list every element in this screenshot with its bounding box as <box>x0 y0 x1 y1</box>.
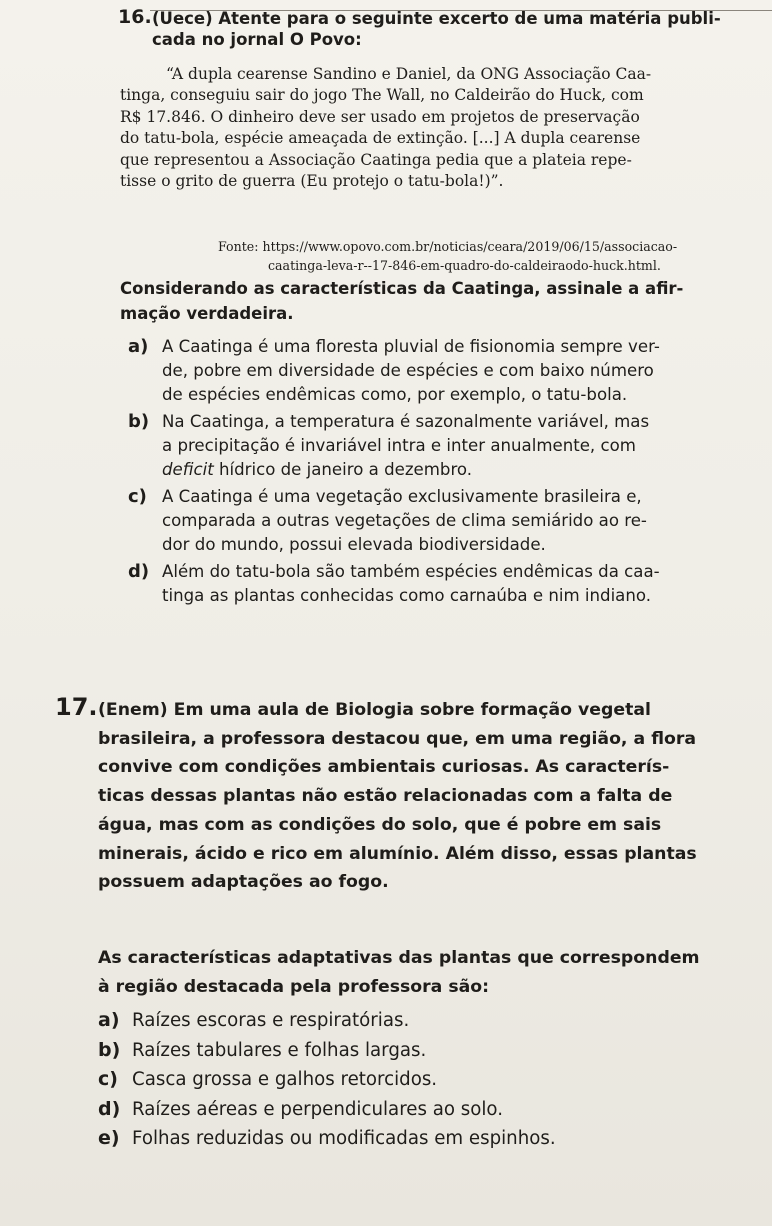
news-excerpt <box>120 64 730 192</box>
option-d <box>120 560 720 608</box>
excerpt-line: “A dupla cearense Sandino e Daniel, da ONG Associação Caa- <box>166 65 652 83</box>
option-line: de espécies endêmicas como, por exemplo, o tatu-bola. <box>162 385 628 404</box>
option-b <box>98 1036 758 1066</box>
excerpt-source <box>120 237 760 275</box>
option-line: dor do mundo, possui elevada biodiversidade. <box>162 535 546 554</box>
option-line: Na Caatinga, a temperatura é sazonalmente variável, mas <box>162 412 650 431</box>
option-letter: b) <box>128 411 150 432</box>
question-17-number: 17. <box>55 693 98 721</box>
statement-line: possuem adaptações ao fogo. <box>98 872 389 893</box>
option-letter: d) <box>128 561 150 582</box>
question-17-options <box>98 1006 758 1154</box>
statement-line: convive com condições ambientais curiosas. As caracterís- <box>98 757 670 778</box>
excerpt-line: R$ 17.846. O dinheiro deve ser usado em projetos de preservação <box>120 107 640 126</box>
question-16-header <box>152 8 752 50</box>
excerpt-line: tisse o grito de guerra (Eu protejo o tatu-bola!)”. <box>120 172 504 191</box>
question-16-header-line: (Uece) Atente para o seguinte excerto de uma matéria publi- <box>152 9 721 28</box>
option-letter: c) <box>98 1068 118 1090</box>
prompt-line: Considerando as características da Caatinga, assinale a afir- <box>120 279 684 298</box>
excerpt-line: do tatu-bola, espécie ameaçada de extinção. [...] A dupla cearense <box>120 129 641 148</box>
option-letter: c) <box>128 486 147 507</box>
option-c <box>98 1065 758 1095</box>
question-17-statement <box>98 696 758 897</box>
option-a <box>120 335 720 407</box>
prompt-line: As características adaptativas das plantas que correspondem <box>98 948 700 968</box>
source-line: caatinga-leva-r--17-846-em-quadro-do-caldeiraodo-huck.html. <box>268 258 661 273</box>
option-letter: d) <box>98 1097 121 1120</box>
option-line-rest: hídrico de janeiro a dezembro. <box>213 460 473 479</box>
prompt-line: à região destacada pela professora são: <box>98 977 490 997</box>
statement-line: ticas dessas plantas não estão relacionadas com a falta de <box>98 786 673 807</box>
option-letter: a) <box>98 1009 120 1031</box>
option-letter: a) <box>128 336 149 357</box>
option-line <box>162 458 720 482</box>
option-b <box>120 410 720 482</box>
option-line: tinga as plantas conhecidas como carnaúba e nim indiano. <box>162 586 652 605</box>
option-text: Raízes tabulares e folhas largas. <box>132 1039 427 1061</box>
option-c <box>120 485 720 557</box>
statement-line: brasileira, a professora destacou que, em uma região, a flora <box>98 728 697 749</box>
excerpt-line: tinga, conseguiu sair do jogo The Wall, no Caldeirão do Huck, com <box>120 86 644 105</box>
prompt-line: mação verdadeira. <box>120 304 294 323</box>
question-16-options <box>120 335 720 611</box>
option-a <box>98 1006 758 1036</box>
option-text: Raízes aéreas e perpendiculares ao solo. <box>132 1098 504 1120</box>
italic-term: deficit <box>162 460 214 479</box>
option-text: Folhas reduzidas ou modificadas em espinhos. <box>132 1128 556 1149</box>
source-line: Fonte: https://www.opovo.com.br/noticias/ceara/2019/06/15/associacao- <box>218 239 678 254</box>
option-letter: b) <box>98 1038 121 1061</box>
question-16-prompt <box>120 276 720 326</box>
excerpt-line: que representou a Associação Caatinga pedia que a plateia repe- <box>120 150 632 169</box>
question-16-number: 16. <box>118 6 152 28</box>
option-text: Casca grossa e galhos retorcidos. <box>132 1069 438 1090</box>
option-letter: e) <box>98 1127 120 1149</box>
option-line: a precipitação é invariável intra e inter anualmente, com <box>162 436 636 455</box>
question-17-prompt <box>98 944 758 1002</box>
option-line: A Caatinga é uma vegetação exclusivamente brasileira e, <box>162 487 642 506</box>
statement-line: água, mas com as condições do solo, que é pobre em sais <box>98 814 662 835</box>
option-e <box>98 1124 758 1154</box>
option-line: A Caatinga é uma floresta pluvial de fisionomia sempre ver- <box>162 337 660 356</box>
statement-line: (Enem) Em uma aula de Biologia sobre formação vegetal <box>98 700 651 720</box>
header-line2-text: cada no jornal O Povo: <box>152 30 362 49</box>
option-line: Além do tatu-bola são também espécies endêmicas da caa- <box>162 562 660 581</box>
option-d <box>98 1095 758 1125</box>
option-line: de, pobre em diversidade de espécies e com baixo número <box>162 361 654 380</box>
statement-line: minerais, ácido e rico em alumínio. Além disso, essas plantas <box>98 843 697 864</box>
option-line: comparada a outras vegetações de clima semiárido ao re- <box>162 511 647 530</box>
question-16-header-line <box>152 29 752 50</box>
option-text: Raízes escoras e respiratórias. <box>132 1010 410 1031</box>
